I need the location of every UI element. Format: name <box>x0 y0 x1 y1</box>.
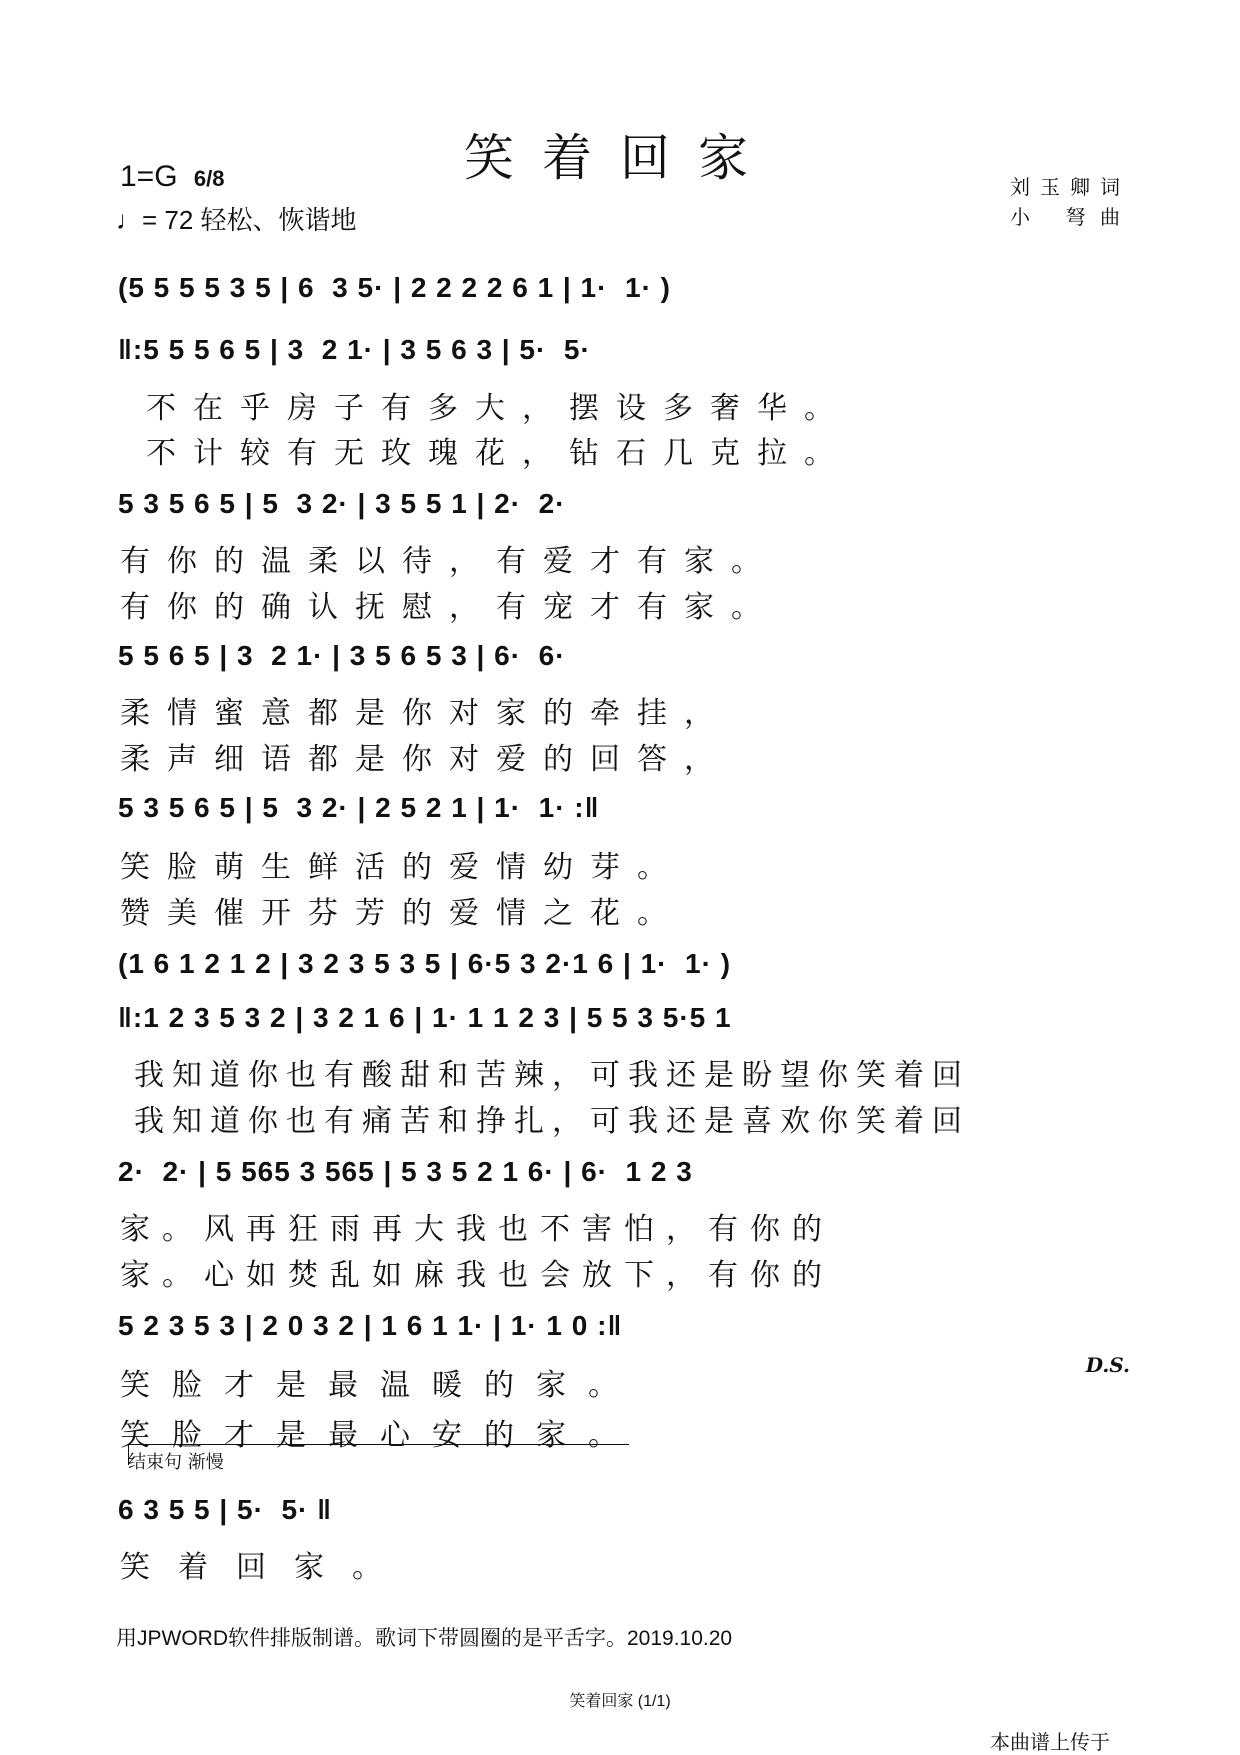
music-row-5 <box>118 788 1128 828</box>
key-signature <box>120 160 224 194</box>
lyric-line: 柔声细语都是你对爱的回答， <box>120 742 731 777</box>
key-label: 1=G <box>120 160 178 193</box>
lyric-line: 赞美催开芬芳的爱情之花。 <box>120 896 684 931</box>
music-row-9 <box>118 1306 1128 1346</box>
lyric-line: 有你的温柔以待，有爱才有家。 <box>120 544 778 579</box>
lyric-line: 家。风再狂雨再大我也不害怕，有你的 <box>120 1212 834 1247</box>
lyric-line: 不在乎房子有多大，摆设多奢华。 <box>146 391 851 426</box>
song-title: 笑着回家 <box>464 129 776 187</box>
notation-line: 5 2 3 5 3 | 2 0 3 2 | 1 6 1 1· | 1· 1 0 :‖ <box>118 1310 623 1341</box>
notation-line: (1 6 1 2 1 2 | 3 2 3 5 3 5 | 6·5 3 2·1 6 | 1· 1· ) <box>118 948 732 979</box>
notation-line: 6 3 5 5 | 5· 5· ‖ <box>118 1494 333 1525</box>
lyric-line: 笑脸才是最温暖的家。 <box>120 1368 640 1403</box>
ending-label: 结束句 渐慢 <box>128 1452 224 1473</box>
lyric-line: 家。心如焚乱如麻我也会放下，有你的 <box>120 1258 834 1293</box>
music-row-7 <box>118 998 1128 1038</box>
music-row-10 <box>118 1490 1128 1530</box>
music-row-6 <box>118 944 1128 984</box>
lyricist-credit: 刘玉卿词 <box>1010 175 1120 199</box>
lyric-line: 笑脸才是最心安的家。 <box>120 1418 640 1453</box>
lyric-line: 不计较有无玫瑰花，钻石几克拉。 <box>146 436 851 471</box>
upload-notice: 本曲谱上传于 <box>990 1732 1110 1754</box>
composer-credit: 小 弩曲 <box>1010 205 1120 229</box>
music-row-3 <box>118 484 1128 524</box>
music-row-8 <box>118 1152 1128 1192</box>
music-row-1 <box>118 268 1128 308</box>
notation-line: 2· 2· | 5 565 3 565 | 5 3 5 2 1 6· | 6· 1 2 3 <box>118 1156 693 1187</box>
lyric-line: 有你的确认抚慰，有宠才有家。 <box>120 590 778 625</box>
lyric-line: 我知道你也有痛苦和挣扎，可我还是喜欢你笑着回 <box>134 1104 970 1139</box>
lyric-line: 柔情蜜意都是你对家的牵挂， <box>120 696 731 731</box>
notation-line: (5 5 5 5 3 5 | 6 3 5· | 2 2 2 2 6 1 | 1· 1· ) <box>118 272 671 303</box>
notation-line: ‖:1 2 3 5 3 2 | 3 2 1 6 | 1· 1 1 2 3 | 5 5 3 5·5 1 <box>118 1002 732 1033</box>
lyric-line: 笑脸萌生鲜活的爱情幼芽。 <box>120 850 684 885</box>
credits <box>1010 172 1120 232</box>
music-row-4 <box>118 636 1128 676</box>
dal-segno-mark: D.S. <box>1085 1353 1130 1377</box>
notation-line: 5 3 5 6 5 | 5 3 2· | 2 5 2 1 | 1· 1· :‖ <box>118 792 600 823</box>
notation-line: 5 3 5 6 5 | 5 3 2· | 3 5 5 1 | 2· 2· <box>118 488 566 519</box>
lyric-line: 我知道你也有酸甜和苦辣，可我还是盼望你笑着回 <box>134 1058 970 1093</box>
time-signature: 6/8 <box>193 166 225 191</box>
lyric-line: 笑着回家。 <box>120 1550 410 1585</box>
page-footer: 笑着回家 (1/1) <box>569 1693 671 1710</box>
notation-line: 5 5 6 5 | 3 2 1· | 3 5 6 5 3 | 6· 6· <box>118 640 566 671</box>
music-row-2 <box>118 330 1128 370</box>
footer-note: 用JPWORD软件排版制谱。歌词下带圆圈的是平舌字。2019.10.20 <box>116 1627 733 1650</box>
notation-line: ‖:5 5 5 6 5 | 3 2 1· | 3 5 6 3 | 5· 5· <box>118 334 591 365</box>
tempo-marking: ♩= 72 轻松、恢谐地 <box>116 205 357 235</box>
